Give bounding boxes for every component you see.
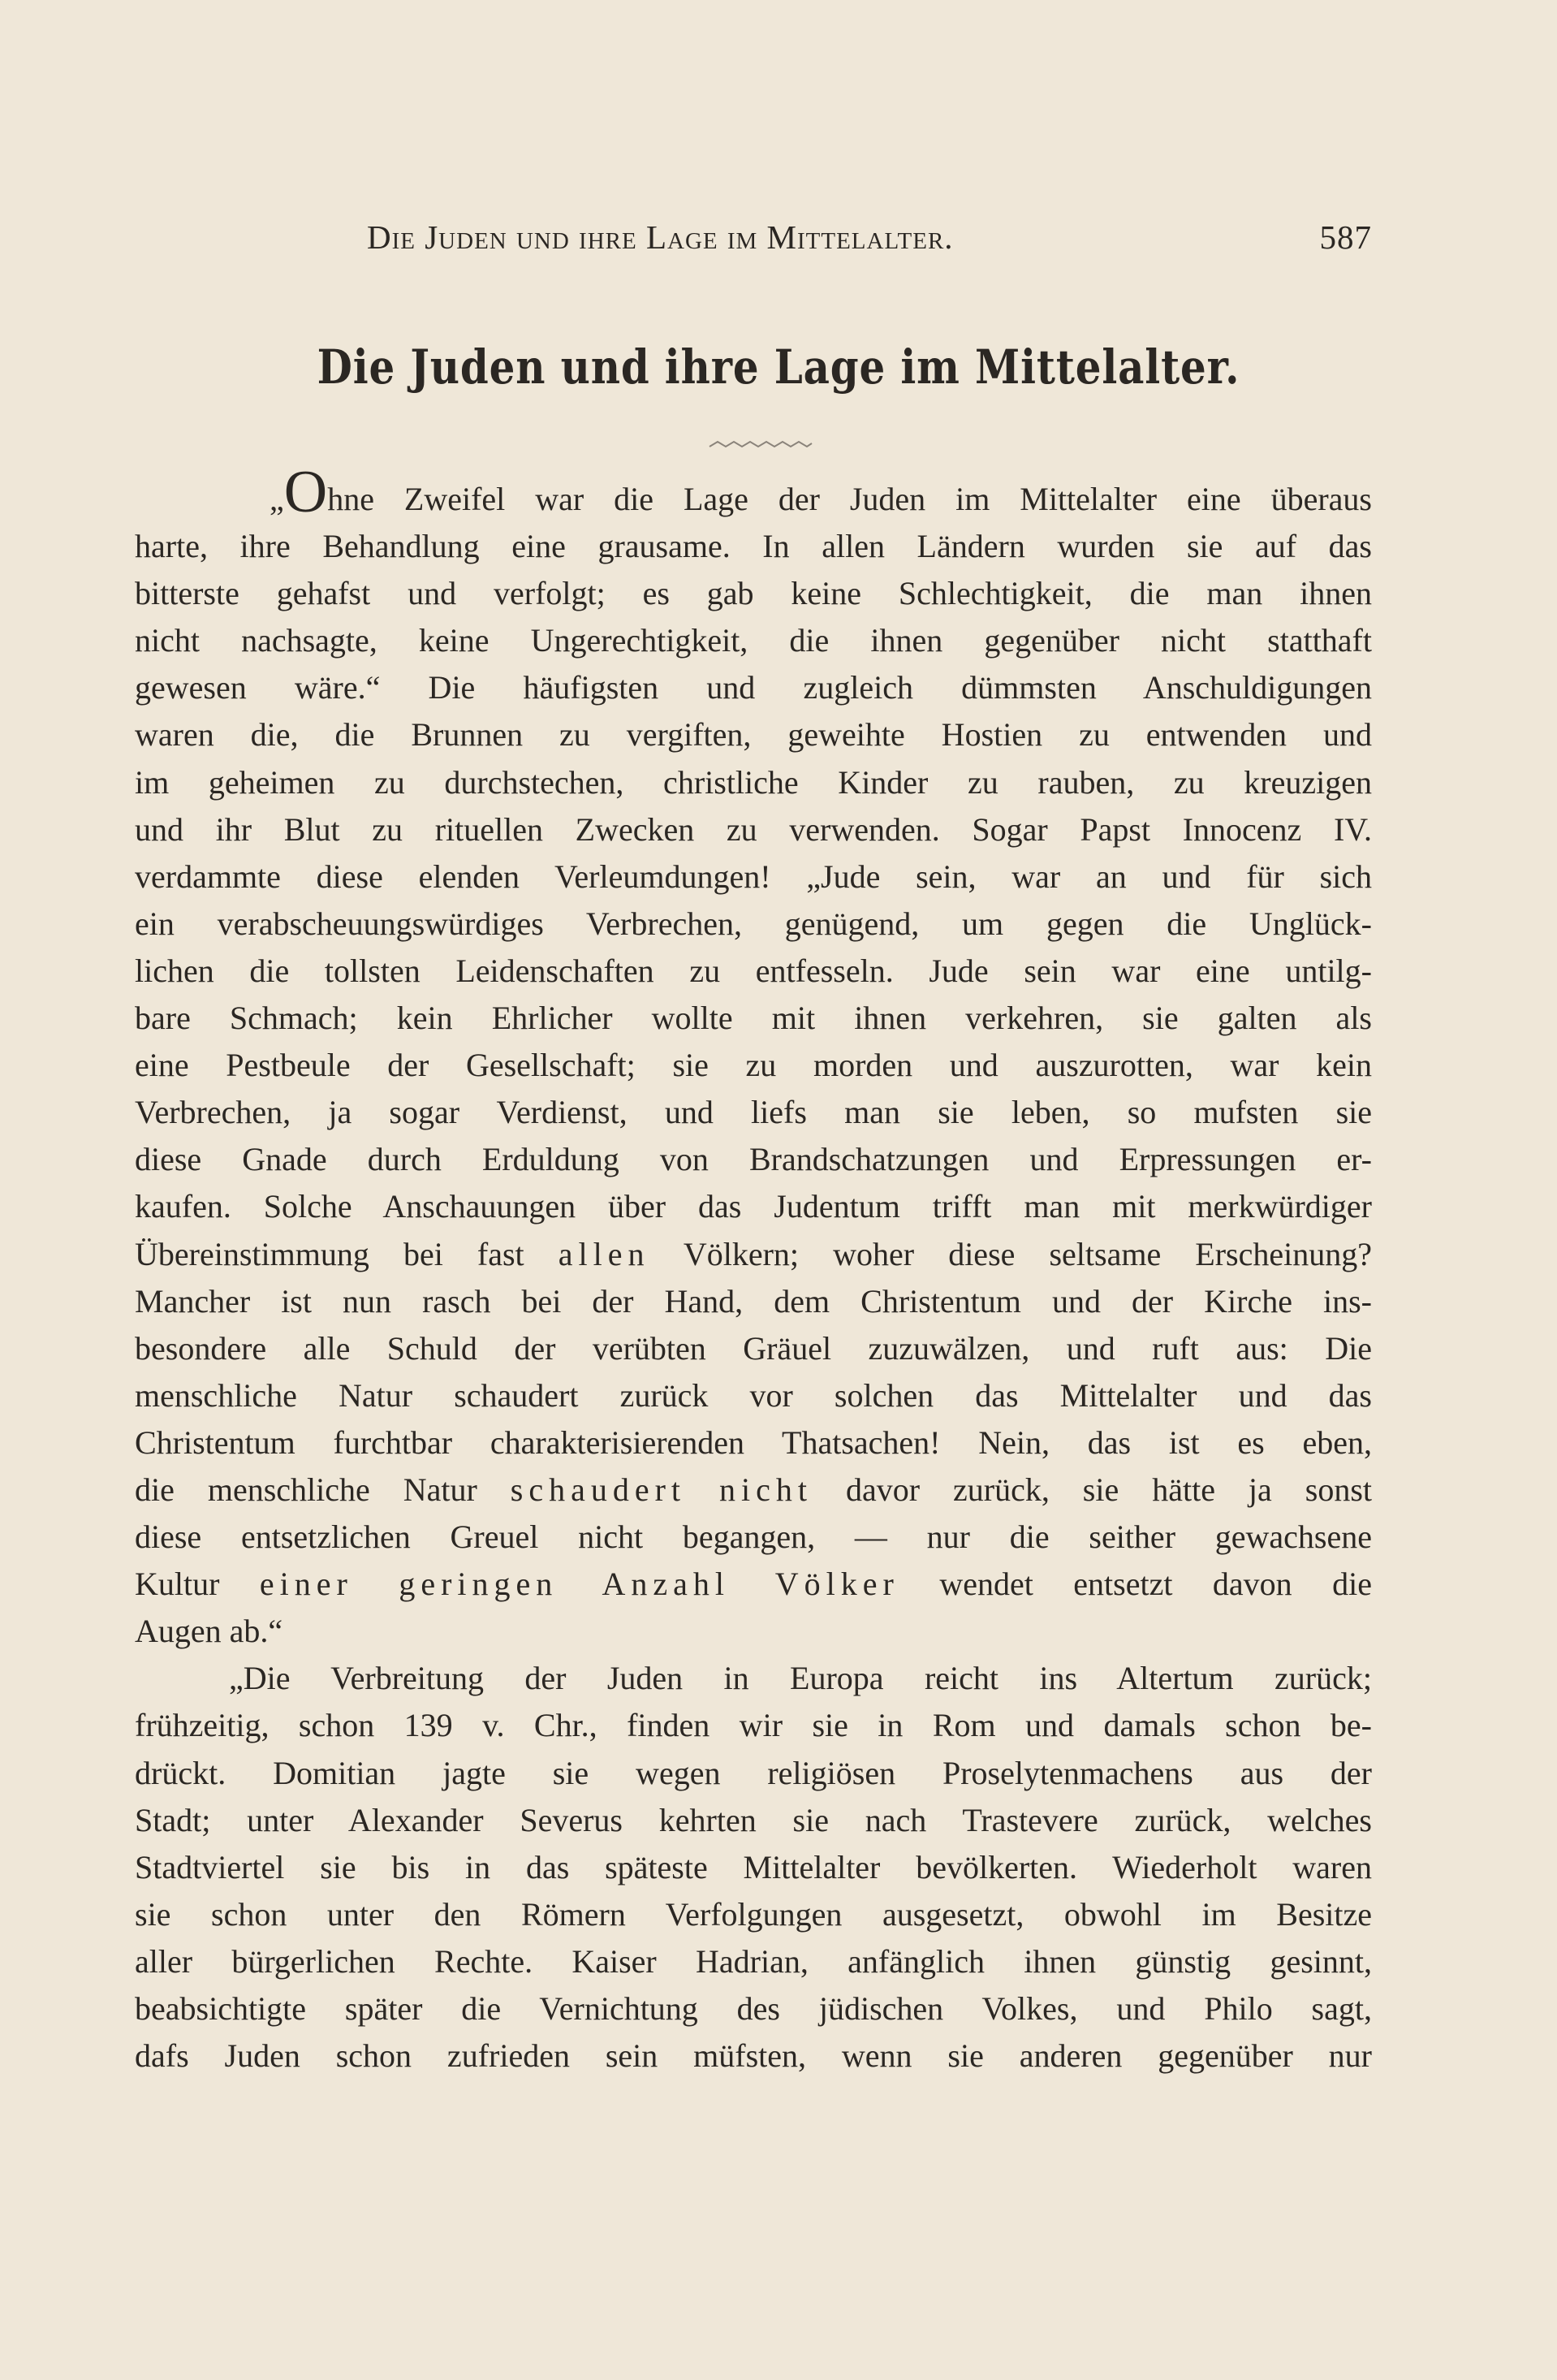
article-title: Die Juden und ihre Lage im Mittelalter.: [317, 339, 1240, 395]
text-line: drückt. Domitian jagte sie wegen religiösen Proselytenmachens aus der: [135, 1754, 1372, 1791]
text-line: bitterste gehafst und verfolgt; es gab keine Schlechtigkeit, die man ihnen: [135, 575, 1372, 612]
text-line: „Ohne Zweifel war die Lage der Juden im Mittelalter eine überaus: [270, 459, 1372, 525]
text-line: die menschliche Natur schaudert nicht davor zurück, sie hätte ja sonst: [135, 1471, 1372, 1508]
text-line: „Die Verbreitung der Juden in Europa reicht ins Altertum zurück;: [229, 1660, 1372, 1697]
text-line: verdammte diese elenden Verleumdungen! „Jude sein, war an und für sich: [135, 857, 1372, 895]
text-line: Christentum furchtbar charakterisierenden Thatsachen! Nein, das ist es eben,: [135, 1423, 1372, 1461]
text-line: waren die, die Brunnen zu vergiften, geweihte Hostien zu entwenden und: [135, 716, 1372, 754]
spaced-emphasis: einer geringen Anzahl Völker: [259, 1566, 899, 1603]
ornamental-rule-icon: [708, 435, 813, 455]
page-number: 587: [1319, 218, 1372, 256]
text-line: im geheimen zu durchstechen, christliche Kinder zu rauben, zu kreuzigen: [135, 763, 1372, 801]
text-line: Mancher ist nun rasch bei der Hand, dem Christentum und der Kirche ins-: [135, 1282, 1372, 1320]
text-line: lichen die tollsten Leidenschaften zu entfesseln. Jude sein war eine untilg-: [135, 952, 1372, 989]
open-quote: „: [270, 481, 284, 517]
text-line: menschliche Natur schaudert zurück vor solchen das Mittelalter und das: [135, 1376, 1372, 1414]
text-line: und ihr Blut zu rituellen Zwecken zu verwenden. Sogar Papst Innocenz IV.: [135, 810, 1372, 848]
drop-cap: O: [283, 459, 328, 525]
text-line: sie schon unter den Römern Verfolgungen ausgesetzt, obwohl im Besitze: [135, 1895, 1372, 1933]
paragraph-1: [135, 459, 1373, 1655]
text-line: harte, ihre Behandlung eine grausame. In allen Ländern wurden sie auf das: [135, 528, 1372, 565]
text-line: Verbrechen, ja sogar Verdienst, und liefs man sie leben, so mufsten sie: [135, 1094, 1372, 1131]
text-line: Stadt; unter Alexander Severus kehrten sie nach Trastevere zurück, welches: [135, 1801, 1372, 1838]
text-line: Stadtviertel sie bis in das späteste Mittelalter bevölkerten. Wiederholt waren: [135, 1848, 1372, 1885]
text-line: ein verabscheuungswürdiges Verbrechen, genügend, um gegen die Unglück-: [135, 905, 1372, 942]
body-text: [135, 459, 1373, 2080]
running-head-title: Die Juden und ihre Lage im Mittelalter.: [367, 218, 954, 256]
spaced-emphasis: nicht: [719, 1471, 813, 1508]
spaced-emphasis: allen: [558, 1235, 650, 1272]
text-line: gewesen wäre.“ Die häufigsten und zugleich dümmsten Anschuldigungen: [135, 669, 1372, 706]
text-line: bare Schmach; kein Ehrlicher wollte mit ihnen verkehren, sie galten als: [135, 1000, 1372, 1037]
text-line: Kultur einer geringen Anzahl Völker wendet entsetzt davon die: [135, 1566, 1373, 1603]
text-line: frühzeitig, schon 139 v. Chr., finden wir sie in Rom und damals schon be-: [135, 1707, 1372, 1744]
text-line: aller bürgerlichen Rechte. Kaiser Hadrian, anfänglich ihnen günstig gesinnt,: [135, 1942, 1372, 1980]
text-line: eine Pestbeule der Gesellschaft; sie zu morden und auszurotten, war kein: [135, 1047, 1372, 1084]
text-line: kaufen. Solche Anschauungen über das Judentum trifft man mit merkwürdiger: [135, 1188, 1372, 1225]
text-line: diese Gnade durch Erduldung von Brandschatzungen und Erpressungen er-: [135, 1141, 1372, 1178]
text-line: besondere alle Schuld der verübten Gräuel zuzuwälzen, und ruft aus: Die: [135, 1329, 1372, 1367]
paragraph-2: [135, 1655, 1372, 2080]
text-line: beabsichtigte später die Vernichtung des jüdischen Volkes, und Philo sagt,: [135, 1990, 1372, 2027]
text-line: dafs Juden schon zufrieden sein müfsten, wenn sie anderen gegenüber nur: [135, 2037, 1372, 2075]
text-line: diese entsetzlichen Greuel nicht begangen, — nur die seither gewachsene: [135, 1518, 1372, 1556]
text-line: Augen ab.“: [135, 1613, 283, 1650]
text-line: Übereinstimmung bei fast allen Völkern; woher diese seltsame Erscheinung?: [135, 1235, 1372, 1272]
spaced-emphasis: schaudert: [510, 1471, 687, 1508]
text-line: nicht nachsagte, keine Ungerechtigkeit, die ihnen gegenüber nicht statthaft: [135, 622, 1372, 659]
running-head: [367, 213, 1372, 261]
